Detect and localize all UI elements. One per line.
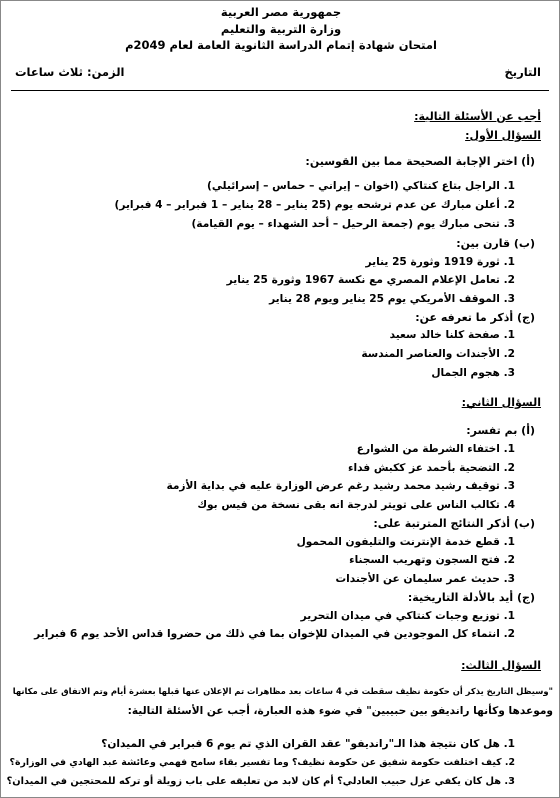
- q2-b-item-2: 2. فتح السجون وتهريب السجناء: [349, 554, 515, 566]
- q2-c-label: (ج) أيد بالأدلة التاريخية:: [407, 591, 535, 604]
- header-ministry: وزارة التربية والتعليم: [220, 21, 342, 36]
- q2-a-label: (أ) بم تفسر:: [466, 424, 535, 437]
- date-label: التاريخ: [504, 65, 541, 79]
- header-divider: [11, 90, 549, 91]
- q1-b-item-2: 2. تعامل الإعلام المصري مع نكسة 1967 وثورة 25 يناير: [226, 274, 515, 286]
- q1-c-item-2: 2. الأجندات والعناصر المندسة: [361, 348, 515, 360]
- q2-c-item-1: 1. توزيع وجبات كنتاكي في ميدان التحرير: [300, 610, 515, 622]
- header-country: جمهورية مصر العربية: [220, 5, 342, 19]
- q1-b-item-3: 3. الموقف الأمريكي يوم 25 يناير ويوم 28 يناير: [269, 293, 515, 305]
- q3-item-1: 1. هل كان نتيجة هذا الـ"رانديفو" عقد القران الذي تم يوم 6 فبراير في الميدان؟: [101, 738, 515, 750]
- q1-b-label: (ب) قارن بين:: [456, 237, 535, 250]
- q2-a-item-3: 3. توقيف رشيد محمد رشيد رغم عرض الوزارة عليه في بداية الأزمة: [166, 480, 515, 492]
- time-label: الزمن: ثلاث ساعات: [15, 65, 125, 79]
- q3-passage-line-2: وموعدها وكأنها رانديفو بين حبيبين" في ضوء هذه العبارة، أجب عن الأسئلة التالية:: [127, 705, 553, 717]
- exam-header: [1, 7, 560, 57]
- q1-c-item-3: 3. هجوم الجمال: [431, 367, 515, 379]
- q1-a-label: (أ) اختر الإجابة الصحيحة مما بين القوسين:: [305, 155, 535, 168]
- q2-c-item-2: 2. انتماء كل الموجودين في الميدان للإخوان بما في ذلك من حضروا قداس الأحد يوم 6 فبراير: [34, 628, 515, 640]
- q1-a-item-3: 3. تنحى مبارك يوم (جمعة الرحيل – أحد الشهداء – يوم القيامة): [191, 218, 515, 230]
- q2-a-item-1: 1. اختفاء الشرطة من الشوارع: [356, 443, 515, 455]
- instruction-heading: أجب عن الأسئلة التالية:: [414, 110, 541, 123]
- q1-b-item-1: 1. ثورة 1919 وثورة 25 يناير: [365, 256, 515, 268]
- q1-c-label: (ج) أذكر ما تعرفه عن:: [415, 311, 535, 324]
- q1-title: السؤال الأول:: [465, 129, 541, 142]
- q2-a-item-2: 2. التضحية بأحمد عز ككبش فداء: [348, 462, 515, 474]
- q2-b-item-3: 3. حديث عمر سليمان عن الأجندات: [335, 573, 515, 585]
- q3-title: السؤال الثالث:: [461, 659, 541, 672]
- q3-item-3: 3. هل كان يكفي عزل حبيب العادلي؟ أم كان لابد من تعليقه على باب زويلة أو تركه للمحتجين في الميدان؟: [6, 776, 515, 787]
- q1-a-item-1: 1. الراجل بتاع كنتاكي (اخوان – إيراني – حماس – إسرائيلي): [206, 180, 515, 192]
- q1-a-item-2: 2. أعلن مبارك عن عدم ترشحه يوم (25 يناير – 28 يناير – 1 فبراير – 4 فبراير): [114, 199, 515, 211]
- meta-row: [15, 67, 541, 81]
- q2-b-item-1: 1. قطع خدمة الإنترنت والتليفون المحمول: [296, 536, 515, 548]
- q2-b-label: (ب) أذكر النتائج المترتبة على:: [373, 517, 535, 530]
- q1-c-item-1: 1. صفحة كلنا خالد سعيد: [389, 329, 515, 341]
- header-exam-title: امتحان شهادة إتمام الدراسة الثانوية العامة لعام 2049م: [125, 38, 437, 52]
- q3-item-2: 2. كيف اختلفت حكومة شفيق عن حكومة نظيف؟ وما تفسير بقاء سامح فهمي وعائشة عبد الهادي في الوزارة؟: [9, 757, 515, 768]
- q2-a-item-4: 4. تكالب الناس على تويتر لدرجة انه بقى نسخة من فيس بوك: [197, 499, 515, 511]
- q3-passage-line-1: "وسيظل التاريخ يذكر أن حكومة نظيف سقطت في 4 ساعات بعد مظاهرات تم الإعلان عنها قبلها بعشرة أيام وتم الاتفاق على مكانها: [12, 686, 553, 696]
- q2-title: السؤال الثاني:: [461, 396, 541, 409]
